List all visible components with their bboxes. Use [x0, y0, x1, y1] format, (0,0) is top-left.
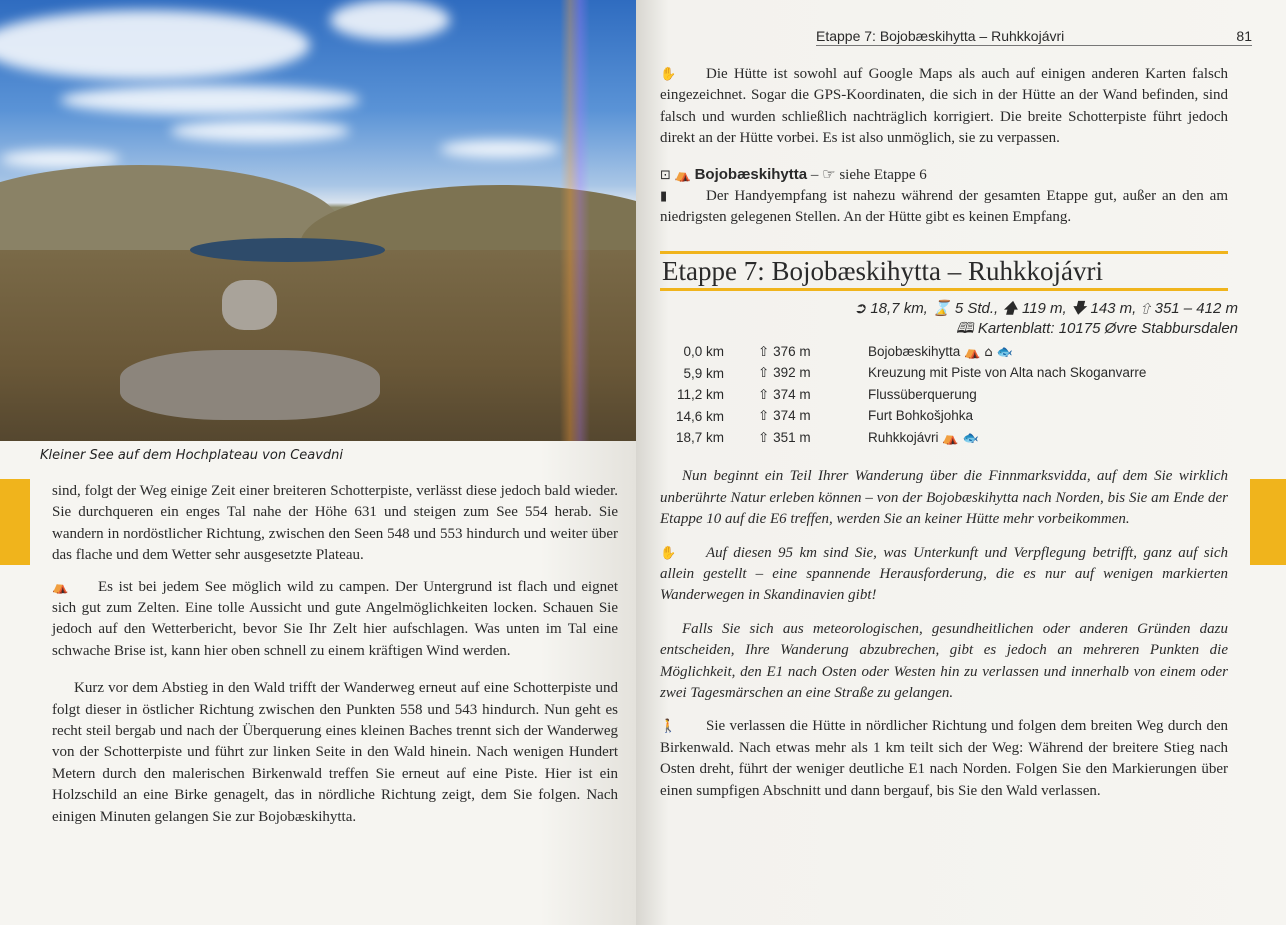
- waypoint-row: [660, 362, 1228, 384]
- right-body-top: [660, 64, 1228, 239]
- waypoint-altitude: ⇧ 351 m: [758, 429, 811, 445]
- left-page: [0, 0, 636, 925]
- stage-facts: ➲ 18,7 km, ⌛ 5 Std., 🡅 119 m, 🡇 143 m, ⇧ 351 – 412 m 🕮 Kartenblatt: 10175 Øvre Stabbursdalen: [853, 299, 1238, 337]
- note-paragraph: Falls Sie sich aus meteorologischen, gesundheitlichen oder anderen Gründen dazu entscheiden, Ihre Wanderung abzubrechen, gibt es jedoch an mehreren Punkten die Möglichkeit, den E1 nach Osten oder Westen hin zu verlassen und innerhalb von einem oder zwei Tagesmärschen an eine Straße zu gelangen.: [660, 620, 1228, 701]
- waypoint-icons: ⛺ 🐟: [942, 430, 979, 446]
- running-head: Etappe 7: Bojobæskihytta – Ruhkkojávri: [816, 28, 1065, 44]
- waypoint-name: Ruhkkojávri ⛺ 🐟: [868, 429, 979, 446]
- waypoint-name: Furt Bohkošjohka: [868, 408, 974, 424]
- hikers-icon: 🚶: [660, 719, 677, 735]
- stage-title: Etappe 7: Bojobæskihytta – Ruhkkojávri: [660, 251, 1228, 291]
- map-note: ✋ Die Hütte ist sowohl auf Google Maps als auch auf einigen anderen Karten falsch eingezeichnet. Sogar die GPS-Koordinaten, die sich in der Hütte an der Wand befinden, sind falsch und wurden schließlich nachträglich korrigiert. Die breite Schotterpiste führt jedoch direkt an der Hütte vorbei. Es ist also unmöglich, sie zu verpassen.: [660, 66, 1228, 147]
- waypoint-name: Bojobæskihytta ⛺ ⌂ 🐟: [868, 343, 1013, 360]
- right-body-bottom: [660, 466, 1228, 812]
- waypoint-row: [660, 427, 1228, 449]
- hand-icon: ✋: [660, 545, 677, 561]
- altitude-icon: ⇧: [758, 429, 770, 445]
- note-paragraph: ✋ Auf diesen 95 km sind Sie, was Unterkunft und Verpflegung betrifft, ganz auf sich allein gestellt – eine spannende Herausforderung, die es nur auf wenigen markierten Wanderwegen in Skandinavien gibt!: [660, 544, 1228, 604]
- thumb-tab-right: [1250, 479, 1286, 565]
- altitude-icon: ⇧: [758, 408, 770, 424]
- phone-icon: ▮: [660, 189, 668, 205]
- paragraph: Kurz vor dem Abstieg in den Wald trifft der Wanderweg erneut auf eine Schotterpiste und folgt dieser in östlicher Richtung zwischen den Punkten 558 und 543 hindurch. Nun geht es recht steil bergab und nach der Überquerung eines kleinen Baches trennt sich der Wanderweg von der Schotterpiste und führt zur linken Seite in den Wald hinein. Nach wenigen Hundert Metern durch den malerischen Birkenwald treffen Sie erneut auf eine Piste. Hier ist ein Holzschild an eine Birke genagelt, das in nördliche Richtung zeigt, dem Sie folgen. Nach einigen Minuten gelangen Sie zur Bojobæskihytta.: [52, 680, 618, 825]
- pointing-hand-icon: ☞: [822, 166, 836, 183]
- route-icon: ➲: [853, 299, 867, 317]
- hut-icon: ⊡: [660, 167, 671, 183]
- tent-icon: ⛺: [52, 579, 69, 595]
- route-paragraph: 🚶 Sie verlassen die Hütte in nördlicher Richtung und folgen dem breiten Weg durch den Birkenwald. Nach etwas mehr als 1 km teilt sich der Weg: Während der breitere Stieg nach Osten dreht, führt der weniger deutliche E1 nach Norden. Folgen Sie den Markierungen über einen sumpfigen Abschnitt und dann bergauf, bis Sie den Wald verlassen.: [660, 718, 1228, 799]
- altitude-icon: ⇧: [758, 365, 770, 381]
- page-number: 81: [1236, 28, 1252, 44]
- waypoint-altitude: ⇧ 392 m: [758, 365, 811, 381]
- thumb-tab-left: [0, 479, 30, 565]
- waypoint-km: 5,9 km: [683, 365, 724, 381]
- right-column: [660, 28, 1252, 812]
- altitude-icon: ⇧: [758, 343, 770, 359]
- waypoint-km: 14,6 km: [675, 408, 724, 424]
- landscape-photo: [0, 0, 636, 441]
- waypoint-row: [660, 405, 1228, 427]
- left-body: [52, 481, 618, 838]
- photo-caption: Kleiner See auf dem Hochplateau von Ceavdni: [40, 448, 344, 463]
- waypoint-name: Flussüberquerung: [868, 386, 977, 402]
- right-page: [636, 0, 1286, 925]
- waypoint-row: [660, 384, 1228, 406]
- altitude-icon: ⇧: [758, 386, 770, 402]
- tent-icon: ⛺: [674, 167, 691, 183]
- waypoint-name: Kreuzung mit Piste von Alta nach Skoganvarre: [868, 365, 1147, 381]
- waypoint-km: 0,0 km: [683, 344, 724, 360]
- waypoint-table: [660, 341, 1228, 449]
- running-head-row: [816, 28, 1252, 46]
- waypoint-altitude: ⇧ 374 m: [758, 386, 811, 402]
- paragraph: sind, folgt der Weg einige Zeit einer breiteren Schotterpiste, verlässt diese jedoch bald wieder. Sie durchqueren ein enges Tal nahe der Höhe 631 und steigen zum See 554 herab. Sie wandern in nordöstlicher Richtung, zwischen den Seen 548 und 553 hindurch und weiter über das flache und dem Wetter sehr ausgesetzte Plateau.: [52, 483, 618, 564]
- hut-line: ⊡ ⛺ Bojobæskihytta – ☞ siehe Etappe 6: [660, 165, 927, 183]
- waypoint-km: 11,2 km: [676, 387, 724, 403]
- waypoint-km: 18,7 km: [675, 430, 724, 446]
- waypoint-altitude: ⇧ 374 m: [758, 408, 811, 424]
- hand-icon: ✋: [660, 67, 677, 82]
- phone-note: ▮ Der Handyempfang ist nahezu während der gesamten Etappe gut, außer an den am niedrigsten gelegenen Stellen. An der Hütte gibt es keinen Empfang.: [660, 188, 1228, 226]
- waypoint-icons: ⛺ ⌂ 🐟: [964, 344, 1013, 360]
- camping-note: ⛺ Es ist bei jedem See möglich wild zu campen. Der Untergrund ist flach und eignet sich gut zum Zelten. Eine tolle Aussicht und gute Angelmöglichkeiten locken. Schauen Sie jedoch auf den Wetterbericht, bevor Sie Ihr Zelt hier aufschlagen. Was unten im Tal eine schwache Brise ist, kann hier oben schnell zu einem kräftigen Wind werden.: [52, 578, 618, 659]
- waypoint-altitude: ⇧ 376 m: [758, 343, 811, 359]
- waypoint-row: [660, 341, 1228, 363]
- map-book-icon: 🕮: [955, 319, 974, 337]
- intro-paragraph: Nun beginnt ein Teil Ihrer Wanderung über die Finnmarksvidda, auf dem Sie wirklich unberührte Natur erleben können – von der Bojobæskihytta nach Norden, bis Sie am Ende der Etappe 10 auf die E6 treffen, werden Sie an keiner Hütte mehr vorbeikommen.: [660, 468, 1228, 528]
